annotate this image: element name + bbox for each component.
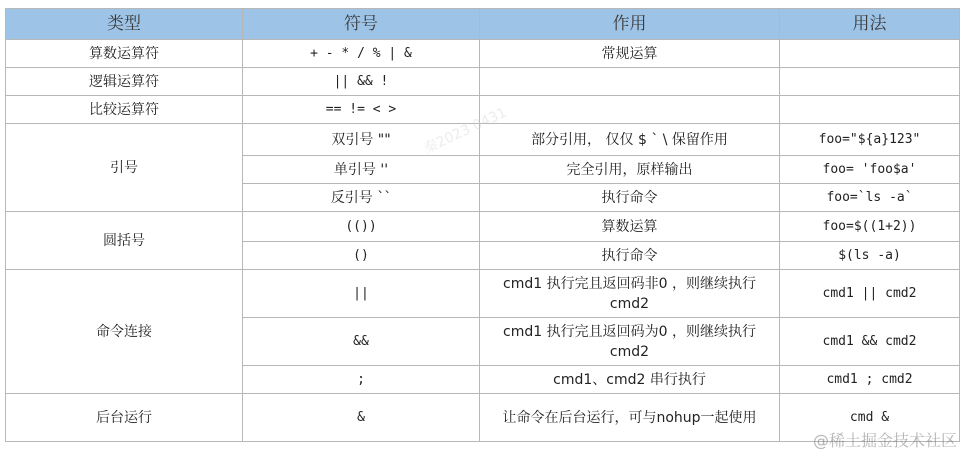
effect-cell: 完全引用，原样输出	[480, 156, 780, 184]
type-cell: 比较运算符	[6, 96, 243, 124]
table-row	[6, 96, 960, 124]
symbol-cell: &	[243, 394, 480, 442]
symbol-cell: || && !	[243, 68, 480, 96]
header-symbol: 符号	[243, 9, 480, 40]
symbol-cell: &&	[243, 318, 480, 366]
usage-cell	[780, 40, 960, 68]
symbol-cell: 反引号 ``	[243, 184, 480, 212]
usage-cell	[780, 96, 960, 124]
type-cell: 命令连接	[6, 270, 243, 394]
effect-cell: cmd1 执行完且返回码非0 ，则继续执行 cmd2	[480, 270, 780, 318]
symbol-cell: + - * / % | &	[243, 40, 480, 68]
usage-cell: cmd &	[780, 394, 960, 442]
symbol-cell: 单引号 ''	[243, 156, 480, 184]
effect-cell: 执行命令	[480, 242, 780, 270]
header-type: 类型	[6, 9, 243, 40]
type-cell: 后台运行	[6, 394, 243, 442]
table-row	[6, 40, 960, 68]
header-usage: 用法	[780, 9, 960, 40]
effect-cell: 算数运算	[480, 212, 780, 242]
table-row	[6, 212, 960, 242]
effect-cell	[480, 96, 780, 124]
symbol-cell: (())	[243, 212, 480, 242]
usage-cell: foo= 'foo$a'	[780, 156, 960, 184]
usage-cell: cmd1 ; cmd2	[780, 366, 960, 394]
watermark-text: @稀土掘金技术社区	[812, 431, 957, 450]
usage-cell: cmd1 && cmd2	[780, 318, 960, 366]
symbol-cell: 双引号 ""	[243, 124, 480, 156]
table-row	[6, 124, 960, 156]
table-header-row	[6, 9, 960, 40]
usage-cell: foo="${a}123"	[780, 124, 960, 156]
symbol-cell: ||	[243, 270, 480, 318]
table-row	[6, 270, 960, 318]
faint-watermark: 秦2023 0431	[421, 104, 510, 158]
symbol-cell: ;	[243, 366, 480, 394]
header-effect: 作用	[480, 9, 780, 40]
effect-cell: cmd1 执行完且返回码为0 ，则继续执行 cmd2	[480, 318, 780, 366]
table-row	[6, 68, 960, 96]
usage-cell: foo=`ls -a`	[780, 184, 960, 212]
effect-cell: 部分引用， 仅仅 $ ` \ 保留作用	[480, 124, 780, 156]
symbol-cell: ()	[243, 242, 480, 270]
usage-cell: foo=$((1+2))	[780, 212, 960, 242]
effect-cell: 让命令在后台运行，可与nohup一起使用	[480, 394, 780, 442]
usage-cell: $(ls -a)	[780, 242, 960, 270]
effect-cell: 执行命令	[480, 184, 780, 212]
effect-cell: cmd1、cmd2 串行执行	[480, 366, 780, 394]
usage-cell	[780, 68, 960, 96]
type-cell: 圆括号	[6, 212, 243, 270]
symbol-cell: == != < >	[243, 96, 480, 124]
operator-table	[5, 8, 960, 442]
effect-cell: 常规运算	[480, 40, 780, 68]
type-cell: 引号	[6, 124, 243, 212]
effect-cell	[480, 68, 780, 96]
type-cell: 逻辑运算符	[6, 68, 243, 96]
usage-cell: cmd1 || cmd2	[780, 270, 960, 318]
type-cell: 算数运算符	[6, 40, 243, 68]
